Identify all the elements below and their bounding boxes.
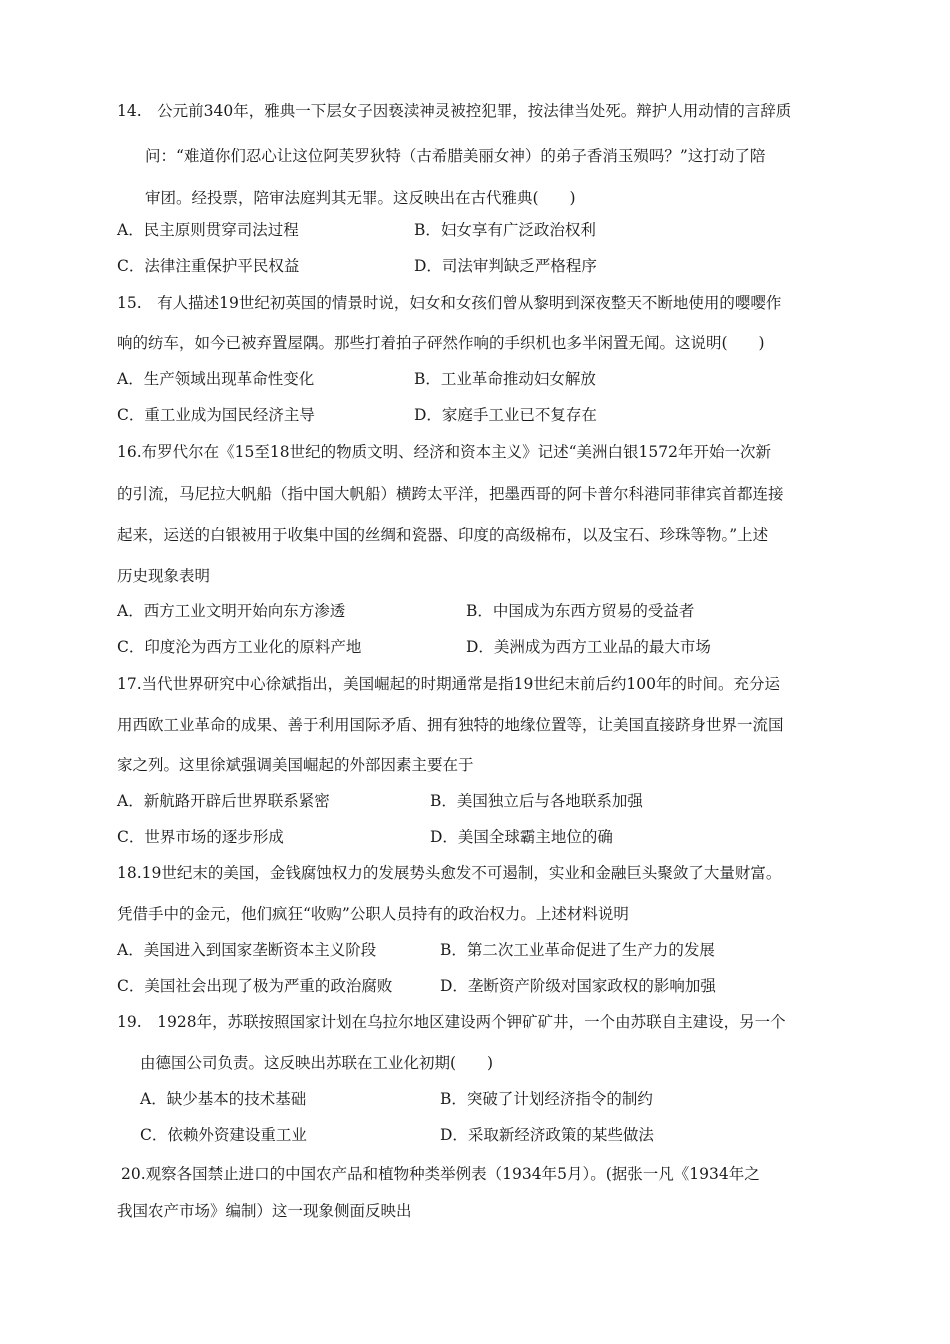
option-c: C．重工业成为国民经济主导 bbox=[117, 406, 315, 424]
option-a: A．缺少基本的技术基础 bbox=[140, 1090, 307, 1108]
question-text-line: 我国农产市场》编制）这一现象侧面反映出 bbox=[117, 1202, 412, 1220]
option-c: C．依赖外资建设重工业 bbox=[140, 1126, 307, 1144]
option-c: C．印度沦为西方工业化的原料产地 bbox=[117, 638, 362, 656]
question-text-line: 问：“难道你们忍心让这位阿芙罗狄特（古希腊美丽女神）的弟子香消玉殒吗？”这打动了陪 bbox=[145, 147, 766, 165]
question-text-line: 15. 有人描述19世纪初英国的情景时说，妇女和女孩们曾从黎明到深夜整天不断地使用的嘤嘤作 bbox=[117, 294, 782, 312]
option-c: C．美国社会出现了极为严重的政治腐败 bbox=[117, 977, 393, 995]
question-text-line: 14. 公元前340年，雅典一下层女子因亵渎神灵被控犯罪，按法律当处死。辩护人用动情的言辞质 bbox=[117, 102, 792, 120]
question-text-line: 凭借手中的金元，他们疯狂“收购”公职人员持有的政治权力。上述材料说明 bbox=[117, 905, 629, 923]
option-a: A．民主原则贯穿司法过程 bbox=[117, 221, 299, 239]
option-c: C．世界市场的逐步形成 bbox=[117, 828, 284, 846]
question-text-line: 19. 1928年，苏联按照国家计划在乌拉尔地区建设两个钾矿矿井，一个由苏联自主建设，另一个 bbox=[117, 1013, 786, 1031]
question-text-line: 16.布罗代尔在《15至18世纪的物质文明、经济和资本主义》记述“美洲白银1572年开始一次新 bbox=[117, 443, 771, 461]
option-a: A．生产领域出现革命性变化 bbox=[117, 370, 315, 388]
option-d: D．司法审判缺乏严格程序 bbox=[414, 257, 597, 275]
option-b: B．第二次工业革命促进了生产力的发展 bbox=[440, 941, 715, 959]
question-text-line: 的引流，马尼拉大帆船（指中国大帆船）横跨太平洋，把墨西哥的阿卡普尔科港同菲律宾首都连接 bbox=[117, 485, 784, 503]
option-b: B．美国独立后与各地联系加强 bbox=[430, 792, 643, 810]
question-text-line: 审团。经投票，陪审法庭判其无罪。这反映出在古代雅典( ) bbox=[145, 189, 576, 207]
question-text-line: 起来，运送的白银被用于收集中国的丝绸和瓷器、印度的高级棉布，以及宝石、珍珠等物。”上述 bbox=[117, 526, 769, 544]
question-text-line: 由德国公司负责。这反映出苏联在工业化初期( ) bbox=[140, 1054, 494, 1072]
question-text-line: 响的纺车，如今已被弃置屋隅。那些打着拍子砰然作响的手织机也多半闲置无闻。这说明( ) bbox=[117, 334, 765, 352]
option-a: A．美国进入到国家垄断资本主义阶段 bbox=[117, 941, 377, 959]
option-a: A．西方工业文明开始向东方渗透 bbox=[117, 602, 346, 620]
option-b: B．妇女享有广泛政治权利 bbox=[414, 221, 596, 239]
option-d: D．美国全球霸主地位的确 bbox=[430, 828, 613, 846]
option-d: D．采取新经济政策的某些做法 bbox=[440, 1126, 654, 1144]
option-d: D．垄断资产阶级对国家政权的影响加强 bbox=[440, 977, 716, 995]
question-text-line: 18.19世纪末的美国，金钱腐蚀权力的发展势头愈发不可遏制，实业和金融巨头聚敛了大量财富。 bbox=[117, 864, 782, 882]
option-b: B．工业革命推动妇女解放 bbox=[414, 370, 596, 388]
question-text-line: 用西欧工业革命的成果、善于利用国际矛盾、拥有独特的地缘位置等，让美国直接跻身世界一流国 bbox=[117, 716, 784, 734]
option-d: D．美洲成为西方工业品的最大市场 bbox=[466, 638, 711, 656]
option-d: D．家庭手工业已不复存在 bbox=[414, 406, 597, 424]
question-text-line: 20.观察各国禁止进口的中国农产品和植物种类举例表（1934年5月）。(据张一凡《1934年之 bbox=[121, 1165, 760, 1183]
option-b: B．中国成为东西方贸易的受益者 bbox=[466, 602, 695, 620]
option-b: B．突破了计划经济指令的制约 bbox=[440, 1090, 653, 1108]
option-c: C．法律注重保护平民权益 bbox=[117, 257, 300, 275]
question-text-line: 历史现象表明 bbox=[117, 567, 211, 585]
option-a: A．新航路开辟后世界联系紧密 bbox=[117, 792, 330, 810]
question-text-line: 17.当代世界研究中心徐斌指出，美国崛起的时期通常是指19世纪末前后约100年的时间。充分运 bbox=[117, 675, 780, 693]
question-text-line: 家之列。这里徐斌强调美国崛起的外部因素主要在于 bbox=[117, 756, 474, 774]
